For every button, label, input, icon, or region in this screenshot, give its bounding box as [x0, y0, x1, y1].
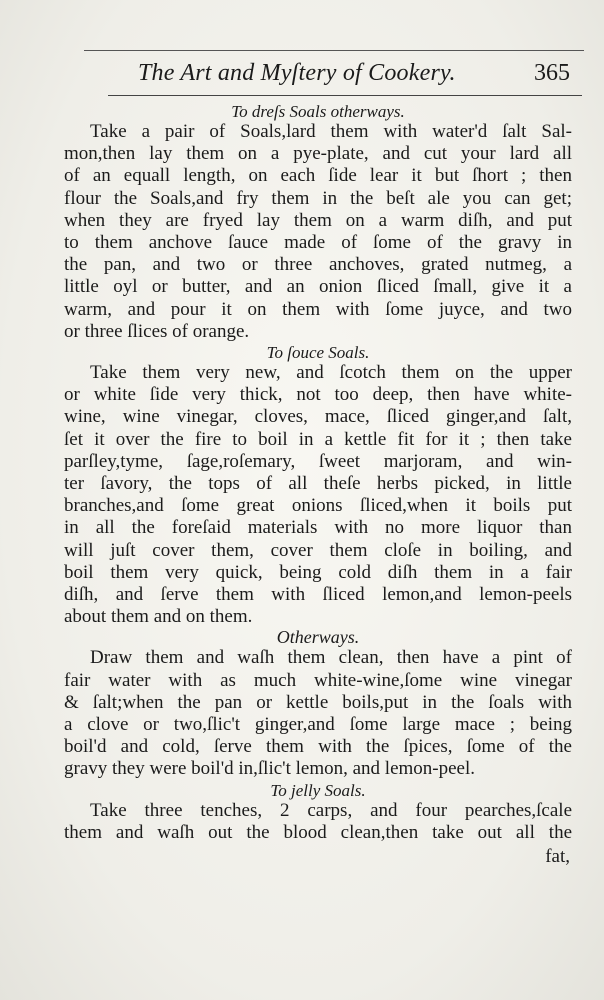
text-line: ter ſavory, the tops of all theſe herbs picked, in little	[64, 473, 572, 495]
text-line: Take a pair of Soals,lard them with water'd ſalt Sal-	[90, 121, 572, 142]
text-line: boil them very quick, being cold diſh them in a fair	[64, 561, 572, 583]
top-rule	[84, 50, 584, 51]
text-line: branches,and ſome great onions ſliced,when it boils put	[64, 495, 572, 517]
running-title: The Art and Myſtery of Cookery.	[138, 60, 456, 86]
text-line: Take them very new, and ſcotch them on the upper	[90, 362, 572, 384]
running-head	[118, 60, 578, 94]
text-line: the pan, and two or three anchoves, grated nutmeg, a	[64, 254, 572, 276]
text-line: will juſt cover them, cover them cloſe in boiling, and	[64, 539, 572, 561]
text-line: flour the Soals,and fry them in the beſt ale you can get;	[64, 187, 572, 209]
text-line: to them anchove ſauce made of ſome of the gravy in	[64, 232, 572, 254]
text-line: boil'd and cold, ſerve them with the ſpices, ſome of the	[64, 736, 572, 758]
text-line: in all the foreſaid materials with no more liquor than	[64, 517, 572, 539]
catchword: fat,	[545, 846, 570, 868]
recipe-paragraph	[64, 647, 572, 780]
text-line: a clove or two,ſlic't ginger,and ſome large mace ; being	[64, 714, 572, 736]
head-rule	[108, 95, 582, 96]
text-line: of an equall length, on each ſide lear it but ſhort ; then	[64, 165, 572, 187]
recipe-paragraph	[64, 121, 572, 343]
text-line: wine, wine vinegar, cloves, mace, ſliced ginger,and ſalt,	[64, 406, 572, 428]
recipe-paragraph	[64, 362, 572, 628]
text-line: & ſalt;when the pan or kettle boils,put in the ſoals with	[64, 691, 572, 713]
text-line: Take three tenches, 2 carps, and four pearches,ſcale	[90, 799, 572, 821]
recipe-heading: To ſouce Soals.	[266, 343, 370, 363]
recipe-text	[64, 102, 572, 868]
text-line: little oyl or butter, and an onion ſliced ſmall, give it a	[64, 276, 572, 298]
text-line: or three ſlices of orange.	[64, 320, 250, 342]
recipe-heading: To jelly Soals.	[270, 780, 366, 800]
text-line: when they are fryed lay them on a warm diſh, and put	[64, 209, 572, 231]
text-line: mon,then lay them on a pye-plate, and cut your lard all	[64, 143, 572, 165]
recipe-paragraph	[64, 800, 572, 844]
text-line: warm, and pour it on them with ſome juyce, and two	[64, 298, 572, 320]
text-line: gravy they were boil'd in,ſlic't lemon, and lemon-peel.	[64, 758, 476, 780]
text-line: Draw them and waſh them clean, then have a pint of	[90, 647, 572, 669]
text-line: parſley,tyme, ſage,roſemary, ſweet marjoram, and win-	[64, 450, 572, 472]
recipe-heading: Otherways.	[276, 627, 360, 648]
text-line: or white ſide very thick, not too deep, then have white-	[64, 384, 572, 406]
text-line: fair water with as much white-wine,ſome wine vinegar	[64, 669, 572, 691]
text-line: diſh, and ſerve them with ſliced lemon,and lemon-peels	[64, 584, 572, 606]
text-line: about them and on them.	[64, 606, 253, 628]
text-line: ſet it over the fire to boil in a kettle fit for it ; then take	[64, 428, 572, 450]
page-number: 365	[534, 60, 570, 86]
recipe-heading: To dreſs Soals otherways.	[231, 102, 405, 121]
text-line: them and waſh out the blood clean,then take out all the	[64, 821, 572, 843]
